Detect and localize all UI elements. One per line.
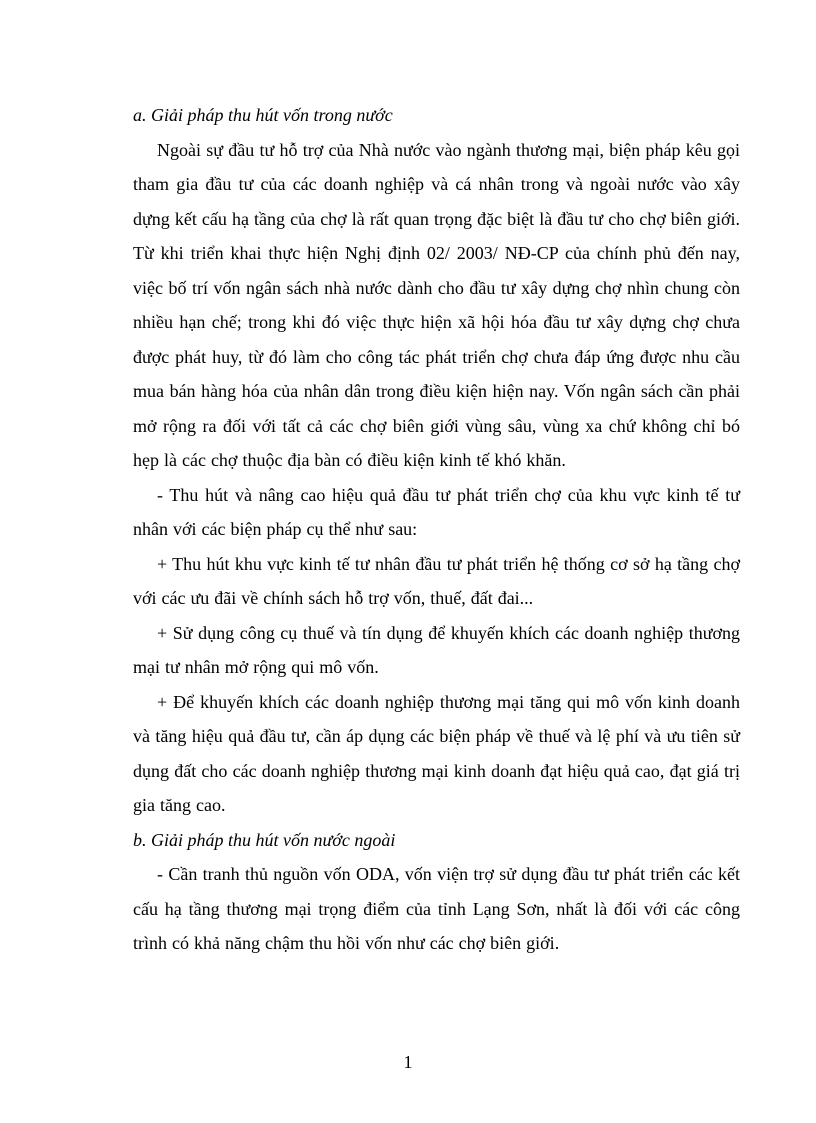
section-heading-a: a. Giải pháp thu hút vốn trong nước bbox=[133, 105, 393, 125]
section-heading-b: b. Giải pháp thu hút vốn nước ngoài bbox=[133, 829, 396, 850]
document-body bbox=[133, 98, 740, 961]
paragraph: - Thu hút và nâng cao hiệu quả đầu tư phát triển chợ của khu vực kinh tế tư nhân với các biện pháp cụ thể như sau: bbox=[133, 484, 740, 539]
page-number: 1 bbox=[403, 1052, 413, 1072]
paragraph: Ngoài sự đầu tư hỗ trợ của Nhà nước vào ngành thương mại, biện pháp kêu gọi tham gia đầu tư của các doanh nghiệp và cá nhân trong và ngoài nước vào xây dựng kết cấu hạ tầng của chợ là rất quan trọng đặc biệt là đầu tư cho chợ biên giới. Từ khi triển khai thực hiện Nghị định 02/ 2003/ NĐ-CP của chính phủ đến nay, việc bố trí vốn ngân sách nhà nước dành cho đầu tư xây dựng chợ nhìn chung còn nhiều hạn chế; trong khi đó việc thực hiện xã hội hóa đầu tư xây dựng chợ chưa được phát huy, từ đó làm cho công tác phát triển chợ chưa đáp ứng được nhu cầu mua bán hàng hóa của nhân dân trong điều kiện hiện nay. Vốn ngân sách cần phải mở rộng ra đối với tất cả các chợ biên giới vùng sâu, vùng xa chứ không chỉ bó hẹp là các chợ thuộc địa bàn có điều kiện kinh tế khó khăn. bbox=[133, 139, 740, 470]
paragraph: + Thu hút khu vực kinh tế tư nhân đầu tư phát triển hệ thống cơ sở hạ tầng chợ với các ưu đãi về chính sách hỗ trợ vốn, thuế, đất đai... bbox=[133, 553, 740, 608]
paragraph: + Sử dụng công cụ thuế và tín dụng để khuyến khích các doanh nghiệp thương mại tư nhân mở rộng qui mô vốn. bbox=[133, 622, 740, 677]
paragraph: - Cần tranh thủ nguồn vốn ODA, vốn viện trợ sử dụng đầu tư phát triển các kết cấu hạ tầng thương mại trọng điểm của tỉnh Lạng Sơn, nhất là đối với các công trình có khả năng chậm thu hồi vốn như các chợ biên giới. bbox=[133, 864, 740, 953]
paragraph: + Để khuyến khích các doanh nghiệp thương mại tăng qui mô vốn kinh doanh và tăng hiệu quả đầu tư, cần áp dụng các biện pháp về thuế và lệ phí và ưu tiên sử dụng đất cho các doanh nghiệp thương mại kinh doanh đạt hiệu quả cao, đạt giá trị gia tăng cao. bbox=[133, 691, 740, 815]
